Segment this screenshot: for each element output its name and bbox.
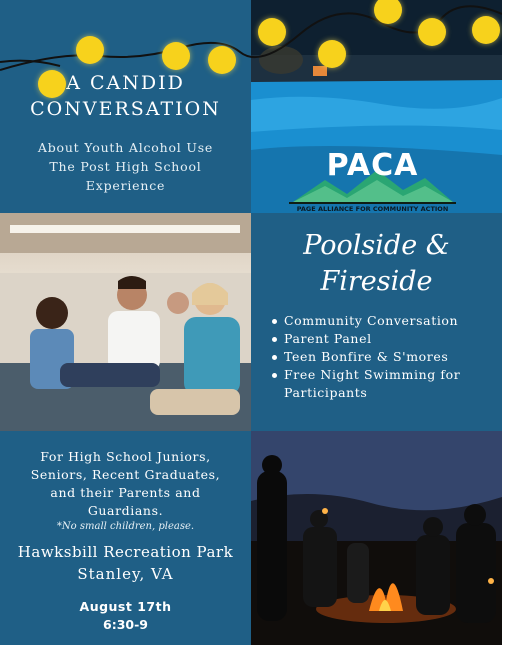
logo-wordmark: PACA <box>326 148 419 183</box>
audience-line-1: For High School Juniors, <box>40 449 211 464</box>
light-bulb-icon <box>472 16 500 44</box>
age-note: *No small children, please. <box>56 521 195 532</box>
light-bulb-icon <box>318 40 346 68</box>
event-time: 6:30-9 <box>103 617 148 632</box>
location-line-1: Hawksbill Recreation Park <box>17 543 234 561</box>
audience-photo <box>0 213 251 431</box>
activity-item: Teen Bonfire & S'mores <box>270 348 495 366</box>
light-bulb-icon <box>76 36 104 64</box>
light-bulb-icon <box>208 46 236 74</box>
event-heading-line-2: Fireside <box>320 266 433 297</box>
subtitle-line-1: About Youth Alcohol Use <box>37 140 214 155</box>
light-bulb-icon <box>418 18 446 46</box>
light-bulb-icon <box>162 42 190 70</box>
activity-item: Community Conversation <box>270 312 495 330</box>
location-line-2: Stanley, VA <box>77 565 174 583</box>
activity-item: Free Night Swimming for <box>270 366 495 384</box>
bonfire-scene-icon <box>251 431 502 645</box>
title-line-1: A CANDID <box>66 72 185 94</box>
event-heading-line-1: Poolside & <box>303 230 450 261</box>
people-scene-icon <box>0 213 251 431</box>
audience-line-3: and their Parents and <box>50 485 201 500</box>
subtitle-line-3: Experience <box>85 178 166 193</box>
info-panel <box>0 431 251 645</box>
audience-line-4: Guardians. <box>87 503 164 518</box>
event-date: August 17th <box>79 599 172 614</box>
bonfire-photo <box>251 431 502 645</box>
activity-item: Parent Panel <box>270 330 495 348</box>
activities-list <box>270 312 495 402</box>
paca-logo <box>285 150 460 214</box>
logo-tagline: PAGE ALLIANCE FOR COMMUNITY ACTION <box>296 205 449 213</box>
light-bulb-icon <box>258 18 286 46</box>
subtitle-line-2: The Post High School <box>49 159 202 174</box>
string-lights-icon <box>0 0 502 110</box>
audience-line-2: Seniors, Recent Graduates, <box>30 467 221 482</box>
activity-item-continued: Participants <box>284 385 368 400</box>
title-line-2: CONVERSATION <box>30 98 221 120</box>
light-bulb-icon <box>38 70 66 98</box>
